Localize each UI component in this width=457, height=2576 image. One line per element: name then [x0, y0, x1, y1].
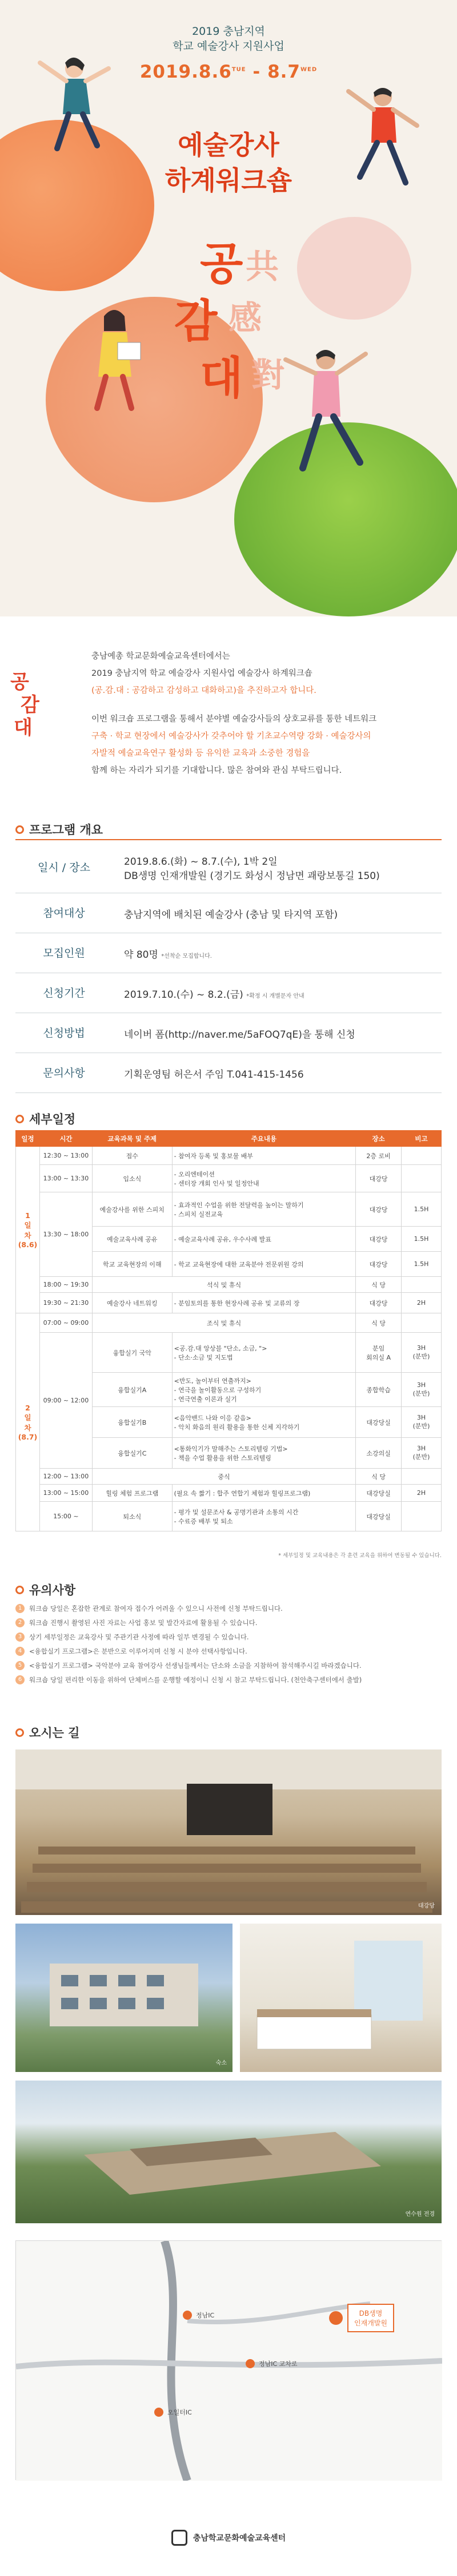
- note-item: [15, 1675, 442, 1685]
- note-cell: [402, 1469, 442, 1485]
- schedule-table: [15, 1130, 442, 1531]
- schedule-heading: [15, 1110, 75, 1127]
- note-cell: [402, 1313, 442, 1333]
- time-cell: 09:00 ~ 12:00: [39, 1333, 92, 1469]
- schedule-heading-text: 세부일정: [29, 1112, 76, 1126]
- subject-cell: 예술강사 네트워킹: [92, 1293, 172, 1313]
- content-cell: <음악밴드 나와 이응 같음> - 악치 화음의 원리 활용을 통한 신체 지각하기: [172, 1407, 355, 1438]
- overview-label: 신청기간: [43, 987, 85, 999]
- date-separator: -: [246, 62, 268, 82]
- auditorium-photo: [15, 1749, 442, 1915]
- col-header: 장소: [356, 1131, 402, 1147]
- subject-cell: 융합실기B: [92, 1407, 172, 1438]
- overview-label: 신청방법: [43, 1027, 85, 1039]
- overview-value-line: 약 80명: [124, 949, 158, 961]
- subject-cell: 융합실기A: [92, 1373, 172, 1407]
- hero-subtitle-line2: 학교 예술강사 지원사업: [173, 40, 284, 53]
- table-row: [16, 1502, 442, 1531]
- time-cell: 13:00 ~ 13:30: [39, 1165, 92, 1192]
- intro-line: 함께 하는 자리가 되기를 기대합니다. 많은 참여와 관심 부탁드립니다.: [91, 766, 342, 775]
- time-cell: 19:30 ~ 21:30: [39, 1293, 92, 1313]
- lodging-exterior-illustration: [15, 1924, 232, 2072]
- note-text: 상기 세부일정은 교육강사 및 주관기관 사정에 따라 일부 변경될 수 있습니다.: [29, 1633, 249, 1641]
- intro-line-highlight: 자발적 예술교육연구 활성화 등 유익한 교육과 소중한 경험을: [91, 749, 310, 758]
- circle-bullet-icon: [15, 1115, 24, 1123]
- place-cell: 대강당: [356, 1293, 402, 1313]
- overview-row: [15, 842, 442, 893]
- org-logo-icon: [171, 2530, 187, 2546]
- col-header: 교육과목 및 주제: [92, 1131, 172, 1147]
- note-cell: [402, 1277, 442, 1293]
- content-cell: - 오리엔테이션 - 센터장 개회 인사 및 일정안내: [172, 1165, 355, 1192]
- time-cell: 12:00 ~ 13:00: [39, 1469, 92, 1485]
- place-cell: 2층 로비: [356, 1147, 402, 1165]
- note-text: 워크숍 진행시 촬영된 사진 자료는 사업 홍보 및 발간자료에 활용될 수 있습니다.: [29, 1619, 258, 1627]
- hero-date: [0, 62, 457, 82]
- note-number-badge: 6: [15, 1675, 25, 1684]
- overview-row: [15, 973, 442, 1013]
- overview-row: [15, 1013, 442, 1053]
- overview-value: [124, 933, 442, 973]
- side-char-dae: 대: [14, 716, 33, 739]
- note-cell: 1.5H: [402, 1252, 442, 1277]
- application-link[interactable]: 네이버 폼(http://naver.me/5aFOQ7qE)을 통해 신청: [124, 1029, 355, 1041]
- circle-bullet-icon: [15, 825, 24, 834]
- overview-heading: [15, 821, 103, 838]
- date-end: 8.7: [267, 62, 300, 82]
- subject-cell: 예술교육사례 공유: [92, 1227, 172, 1252]
- note-cell: 3H (분반): [402, 1438, 442, 1469]
- content-cell: - 학교 교육현장에 대한 교육분야 전문위원 강의: [172, 1252, 355, 1277]
- overview-value-line2: DB생명 인재개발원 (경기도 화성시 정남면 괘랑보통길 150): [124, 870, 380, 882]
- subject-cell: 석식 및 휴식: [92, 1277, 355, 1293]
- overview-row: [15, 893, 442, 933]
- place-cell: 식 당: [356, 1313, 402, 1333]
- day-cell: 2 일 차 (8.7): [16, 1313, 40, 1531]
- place-cell: 대강당실: [356, 1502, 402, 1531]
- content-cell: - 평가 및 설문조사 & 공명기관과 소통의 시간 - 수료증 배부 및 퇴소: [172, 1502, 355, 1531]
- content-cell: (필요 속 짧기 : 합주 연합기 체험과 힐링프로그램): [172, 1485, 355, 1502]
- time-cell: 12:30 ~ 13:00: [39, 1147, 92, 1165]
- subject-cell: 접수: [92, 1147, 172, 1165]
- table-row: [16, 1147, 442, 1165]
- place-cell: 대강당: [356, 1165, 402, 1192]
- table-row: [16, 1469, 442, 1485]
- lodging-room-illustration: [240, 1924, 442, 2072]
- place-cell: 분임 회의실 A: [356, 1333, 402, 1373]
- note-text: <융합실기 프로그램>은 분반으로 이루어지며 신청 시 분야 선택사항입니다.: [29, 1647, 247, 1655]
- date-start: 2019.8.6: [139, 62, 232, 82]
- note-text: 워크숍 당일 편리한 이동을 위하여 단체버스를 운행할 예정이니 신청 시 참고 부탁드립니다. (천안축구센터에서 출발): [29, 1676, 362, 1684]
- subject-cell: 힐링 체험 프로그램: [92, 1485, 172, 1502]
- content-cell: - 참여자 등록 및 홍보물 배부: [172, 1147, 355, 1165]
- note-number-badge: 5: [15, 1661, 25, 1670]
- time-cell: 15:00 ~: [39, 1502, 92, 1531]
- overview-label: 문의사항: [43, 1067, 85, 1079]
- hero-title-line2: 하계워크숍: [165, 165, 292, 196]
- note-item: [15, 1661, 442, 1671]
- reading-woman-illustration: [63, 297, 166, 411]
- overview-value: [124, 973, 442, 1013]
- hero-hanja-dae: 對: [251, 356, 285, 394]
- auditorium-photo-illustration: [15, 1749, 442, 1915]
- subject-cell: 입소식: [92, 1165, 172, 1192]
- overview-row: [15, 1053, 442, 1093]
- note-cell: 1.5H: [402, 1192, 442, 1227]
- overview-value: [124, 842, 442, 893]
- note-text: <융합실기 프로그램> 국악분야 교육 참여강사 선생님들께서는 단소와 소금을 지참하여 참석해주시길 바라겠습니다.: [29, 1662, 362, 1670]
- note-cell: 1.5H: [402, 1227, 442, 1252]
- photo-caption: 대강당: [418, 1903, 435, 1909]
- table-row: [16, 1313, 442, 1333]
- content-cell: <반도, 놀이부터 연출까지> - 연극을 놀이활동으로 구성하기 - 연극연출 이론과 실기: [172, 1373, 355, 1407]
- note-item: [15, 1632, 442, 1642]
- time-cell: 13:30 ~ 18:00: [39, 1192, 92, 1277]
- subject-cell: 중식: [92, 1469, 355, 1485]
- overview-label: 참여대상: [43, 907, 85, 920]
- table-row: [16, 1485, 442, 1502]
- intro-line: 2019 충남지역 학교 예술강사 지원사업 예술강사 하계워크숍: [91, 669, 312, 678]
- note-cell: 3H (분반): [402, 1373, 442, 1407]
- side-char-gong: 공: [10, 671, 29, 694]
- note-cell: [402, 1502, 442, 1531]
- note-item: [15, 1604, 442, 1614]
- schedule-header-row: [16, 1131, 442, 1147]
- place-cell: 대강당: [356, 1227, 402, 1252]
- subject-cell: 예술강사를 위한 스피치: [92, 1192, 172, 1227]
- pink-blob-decoration: [297, 217, 411, 320]
- overview-value: [124, 893, 442, 933]
- hero-hanja-gong: 共: [246, 247, 279, 286]
- hero-char-gong: 공: [200, 238, 243, 290]
- overview-value-line: 2019.7.10.(수) ~ 8.2.(금): [124, 989, 243, 1001]
- day-cell: 1 일 차 (8.6): [16, 1147, 40, 1313]
- content-cell: <통화익기가 말해주는 스토리텔링 기법> - 책을 수업 활용을 위한 스토리텔링: [172, 1438, 355, 1469]
- footer: [0, 2530, 457, 2546]
- note-cell: [402, 1165, 442, 1192]
- intro-line-blank: [91, 699, 446, 711]
- intro-side-title: [10, 671, 73, 739]
- intro-line: 충남예총 학교문화예술교육센터에서는: [91, 652, 230, 661]
- hero-subtitle-line1: 2019 충남지역: [192, 25, 265, 38]
- content-cell: - 효과적인 수업을 위한 전달력을 높이는 말하기 - 스피치 실전교육: [172, 1192, 355, 1227]
- col-header: 일정: [16, 1131, 40, 1147]
- subject-cell: 융합실기C: [92, 1438, 172, 1469]
- time-cell: 13:00 ~ 15:00: [39, 1485, 92, 1502]
- hero-char-dae: 대: [200, 352, 243, 404]
- directions-heading-text: 오시는 길: [29, 1726, 80, 1740]
- note-number-badge: 2: [15, 1618, 25, 1627]
- overview-value: [124, 1053, 442, 1093]
- time-cell: 18:00 ~ 19:30: [39, 1277, 92, 1293]
- time-cell: 07:00 ~ 09:00: [39, 1313, 92, 1333]
- overview-value-line: 기획운영팀 허은서 주임 T.041-415-1456: [124, 1069, 304, 1081]
- note-number-badge: 1: [15, 1604, 25, 1613]
- overview-heading-rule: [15, 839, 442, 840]
- subject-cell: 학교 교육현장의 이해: [92, 1252, 172, 1277]
- note-item: [15, 1647, 442, 1656]
- directions-heading: [15, 1724, 79, 1741]
- map-label: 정남IC: [196, 2312, 215, 2319]
- overview-heading-text: 프로그램 개요: [29, 823, 103, 837]
- hero-hanja-gam: 感: [228, 299, 262, 337]
- overview-table: [15, 842, 442, 1087]
- intro-line-highlight: 구축 · 학교 현장에서 예술강사가 갖추어야 할 기초교수역량 강화 · 예술강사의: [91, 732, 371, 741]
- notes-heading-text: 유의사항: [29, 1583, 76, 1597]
- subject-cell: 융합실기 국악: [92, 1333, 172, 1373]
- col-header: 시간: [39, 1131, 92, 1147]
- content-cell: - 예술교육사례 공유, 우수사례 발표: [172, 1227, 355, 1252]
- note-cell: 3H (분반): [402, 1333, 442, 1373]
- photo-caption: 연수원 전경: [405, 2211, 435, 2218]
- date-day1: TUE: [231, 66, 246, 73]
- place-cell: 식 당: [356, 1277, 402, 1293]
- campus-aerial-illustration: [15, 2081, 442, 2223]
- note-number-badge: 4: [15, 1647, 25, 1656]
- map-label: 정남IC 교차로: [259, 2360, 298, 2368]
- intro-line-highlight: (공.감.대 : 공감하고 감성하고 대화하고)을 추진하고자 합니다.: [91, 686, 316, 695]
- map-label: 오일터IC: [167, 2409, 192, 2416]
- place-cell: 대강당실: [356, 1485, 402, 1502]
- circle-bullet-icon: [15, 1728, 24, 1737]
- lodging-exterior-photo: [15, 1924, 232, 2072]
- footer-org-name: 충남학교문화예술교육센터: [193, 2534, 286, 2543]
- table-row: [16, 1277, 442, 1293]
- date-day2: WED: [300, 66, 318, 73]
- subject-cell: 조식 및 휴식: [92, 1313, 355, 1333]
- lodging-room-photo: [240, 1924, 442, 2072]
- circle-bullet-icon: [15, 1586, 24, 1594]
- overview-label: 모집인원: [43, 947, 85, 960]
- place-cell: 식 당: [356, 1469, 402, 1485]
- place-cell: 종합학습: [356, 1373, 402, 1407]
- note-cell: 2H: [402, 1485, 442, 1502]
- photo-caption: 숙소: [215, 2060, 227, 2066]
- notes-list: [15, 1604, 442, 1690]
- campus-aerial-photo: [15, 2081, 442, 2223]
- map-roads-illustration: [16, 2241, 442, 2481]
- hero-char-gam: 감: [174, 295, 218, 347]
- place-cell: 소강의실: [356, 1438, 402, 1469]
- table-row: [16, 1192, 442, 1227]
- hero-banner: [0, 0, 457, 616]
- note-cell: 3H (분반): [402, 1407, 442, 1438]
- intro-line: 이번 워크숍 프로그램을 통해서 분야별 예술강사들의 상호교류를 통한 네트워크: [91, 715, 377, 724]
- subject-cell: 퇴소식: [92, 1502, 172, 1531]
- overview-label: 일시 / 장소: [38, 861, 90, 874]
- note-cell: [402, 1147, 442, 1165]
- place-cell: 대강당: [356, 1252, 402, 1277]
- place-cell: 대강당실: [356, 1407, 402, 1438]
- intro-text: [91, 648, 446, 779]
- col-header: 비고: [402, 1131, 442, 1147]
- note-number-badge: 3: [15, 1632, 25, 1642]
- dancing-man-illustration: [268, 337, 383, 479]
- notes-heading: [15, 1581, 75, 1598]
- overview-value-line: 2019.8.6.(화) ~ 8.7.(수), 1박 2일: [124, 856, 278, 868]
- note-item: [15, 1618, 442, 1628]
- hero-title-line1: 예술강사: [178, 130, 279, 160]
- side-char-gam: 감: [21, 694, 39, 716]
- overview-row: [15, 933, 442, 973]
- overview-value[interactable]: [124, 1013, 442, 1053]
- note-text: 워크숍 당일은 혼잡한 관계로 참여자 접수가 어려울 수 있으니 사전에 신청 부탁드립니다.: [29, 1605, 283, 1612]
- overview-note: *확정 시 개별문자 안내: [246, 993, 304, 999]
- col-header: 주요내용: [172, 1131, 355, 1147]
- table-row: [16, 1165, 442, 1192]
- content-cell: - 분임토의를 통한 현장사례 공유 및 교류의 장: [172, 1293, 355, 1313]
- schedule-footnote: * 세부일정 및 교육내용은 각 훈련 교육을 위하여 변동될 수 있습니다.: [278, 1553, 442, 1559]
- overview-value-line: 충남지역에 배치된 예술강사 (충남 및 타지역 포함): [124, 909, 338, 921]
- place-cell: 대강당: [356, 1192, 402, 1227]
- content-cell: <공.감.대 앙상블 "단소, 소금, "> - 단소·소금 및 지도법: [172, 1333, 355, 1373]
- location-map[interactable]: [15, 2240, 442, 2480]
- note-cell: 2H: [402, 1293, 442, 1313]
- overview-note: *선착순 모집합니다.: [161, 953, 212, 960]
- destination-marker-label: DB생명 인재개발원: [347, 2304, 394, 2332]
- table-row: [16, 1293, 442, 1313]
- table-row: [16, 1333, 442, 1373]
